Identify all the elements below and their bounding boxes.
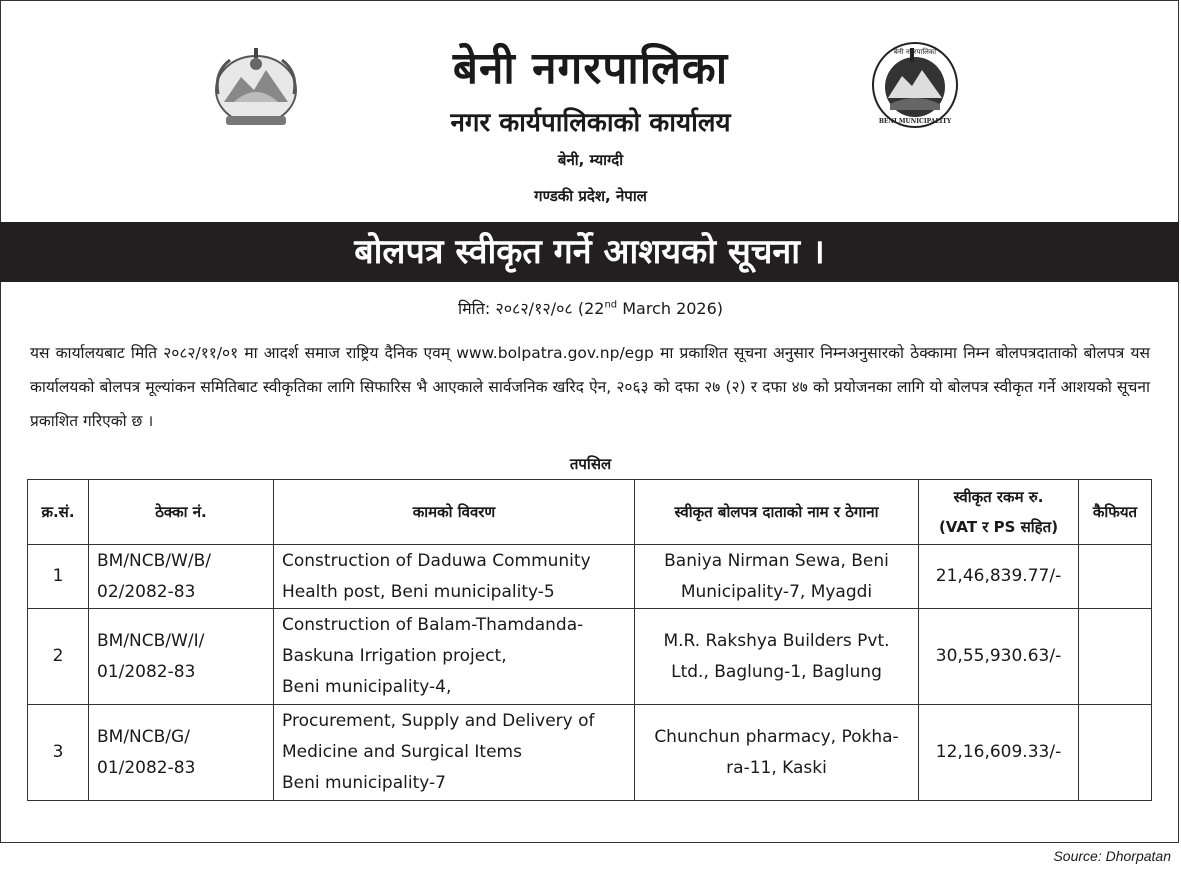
source-credit: Source: Dhorpatan: [1053, 848, 1171, 864]
header-remarks: कैफियत: [1079, 480, 1152, 545]
work-line: Beni municipality-7: [282, 773, 446, 793]
cell-sn: 1: [28, 545, 89, 609]
contract-line: BM/NCB/W/B/: [97, 550, 211, 571]
notice-title: बोलपत्र स्वीकृत गर्ने आशयको सूचना ।: [354, 232, 825, 272]
header-amount-line1: स्वीकृत रकम रु.: [953, 488, 1044, 506]
cell-amount: 12,16,609.33/-: [919, 705, 1079, 801]
contract-line: 01/2082-83: [97, 661, 196, 682]
award-table: [27, 479, 1152, 801]
work-line: Construction of Daduwa Community: [282, 550, 591, 571]
cell-amount: 21,46,839.77/-: [919, 545, 1079, 609]
cell-contract-no: [89, 705, 274, 801]
cell-remarks: [1079, 545, 1152, 609]
notice-title-banner: [0, 222, 1179, 282]
cell-work: [274, 545, 635, 609]
contract-line: BM/NCB/W/I/: [97, 630, 205, 651]
seal-bottom-text: BENI MUNICIPALITY: [878, 118, 952, 125]
cell-bidder: [635, 609, 919, 705]
cell-work: [274, 609, 635, 705]
notice-date: [0, 297, 1181, 319]
header-contract-no: ठेक्का नं.: [89, 480, 274, 545]
schedule-label: तपसिल: [569, 455, 612, 473]
header-amount: [919, 480, 1079, 545]
date-ordinal: nd: [604, 299, 618, 311]
cell-contract-no: [89, 545, 274, 609]
bidder-line: M.R. Rakshya Builders Pvt.: [663, 630, 890, 651]
work-line: Beni municipality-4,: [282, 677, 452, 697]
table-row: [28, 545, 1152, 609]
office-location: बेनी, म्याग्दी: [557, 151, 624, 169]
work-line: Medicine and Surgical Items: [282, 742, 522, 762]
work-line: Baskuna Irrigation project,: [282, 646, 507, 666]
contract-line: 02/2082-83: [97, 581, 196, 602]
bidder-line: Chunchun pharmacy, Pokha-: [654, 726, 899, 747]
cell-sn: 3: [28, 705, 89, 801]
notice-body: यस कार्यालयबाट मिति २०८२/११/०१ मा आदर्श समाज राष्ट्रिय दैनिक एवम् www.bolpatra.gov.np/egp मा प्रकाशित सूचना अनुसार निम्नअनुसारको ठेक्कामा निम्न बोलपत्रदाताको बोलपत्र यस कार्यालयको बोलपत्र मूल्यांकन समितिबाट स्वीकृतिका लागि सिफारिस भै आएकाले सार्वजनिक खरिद ऐन, २०६३ को दफा २७ (२) र दफा ४७ को प्रयोजनका लागि यो बोलपत्र स्वीकृत गर्ने आशयको सूचना प्रकाशित गरिएको छ ।: [30, 344, 1150, 430]
work-line: Procurement, Supply and Delivery of: [282, 711, 595, 731]
header-work-description: कामको विवरण: [274, 480, 635, 545]
header-amount-line2: (VAT र PS सहित): [938, 518, 1059, 536]
cell-contract-no: [89, 609, 274, 705]
header-bidder: स्वीकृत बोलपत्र दाताको नाम र ठेगाना: [635, 480, 919, 545]
office-name: नगर कार्यपालिकाको कार्यालय: [450, 108, 731, 138]
table-row: [28, 609, 1152, 705]
province-country: गण्डकी प्रदेश, नेपाल: [534, 187, 647, 205]
cell-sn: 2: [28, 609, 89, 705]
table-header-row: [28, 480, 1152, 545]
cell-amount: 30,55,930.63/-: [919, 609, 1079, 705]
cell-remarks: [1079, 705, 1152, 801]
date-suffix: March 2026): [617, 299, 724, 318]
bidder-line: Baniya Nirman Sewa, Beni: [664, 550, 889, 571]
contract-line: 01/2082-83: [97, 757, 196, 778]
bidder-line: Ltd., Baglung-1, Baglung: [671, 661, 882, 682]
seal-top-text: बेनी नगरपालिका: [893, 48, 937, 56]
work-line: Construction of Balam-Thamdanda-: [282, 615, 584, 635]
contract-line: BM/NCB/G/: [97, 726, 190, 747]
work-line: Health post, Beni municipality-5: [282, 581, 555, 602]
date-prefix: मिति: २०८२/१२/०८ (22: [457, 299, 605, 318]
bidder-line: ra-11, Kaski: [726, 757, 827, 778]
cell-bidder: [635, 705, 919, 801]
cell-bidder: [635, 545, 919, 609]
table-row: [28, 705, 1152, 801]
municipality-name: बेनी नगरपालिका: [452, 43, 729, 94]
cell-work: [274, 705, 635, 801]
cell-remarks: [1079, 609, 1152, 705]
header-sn: क्र.सं.: [28, 480, 89, 545]
bidder-line: Municipality-7, Myagdi: [680, 581, 873, 602]
